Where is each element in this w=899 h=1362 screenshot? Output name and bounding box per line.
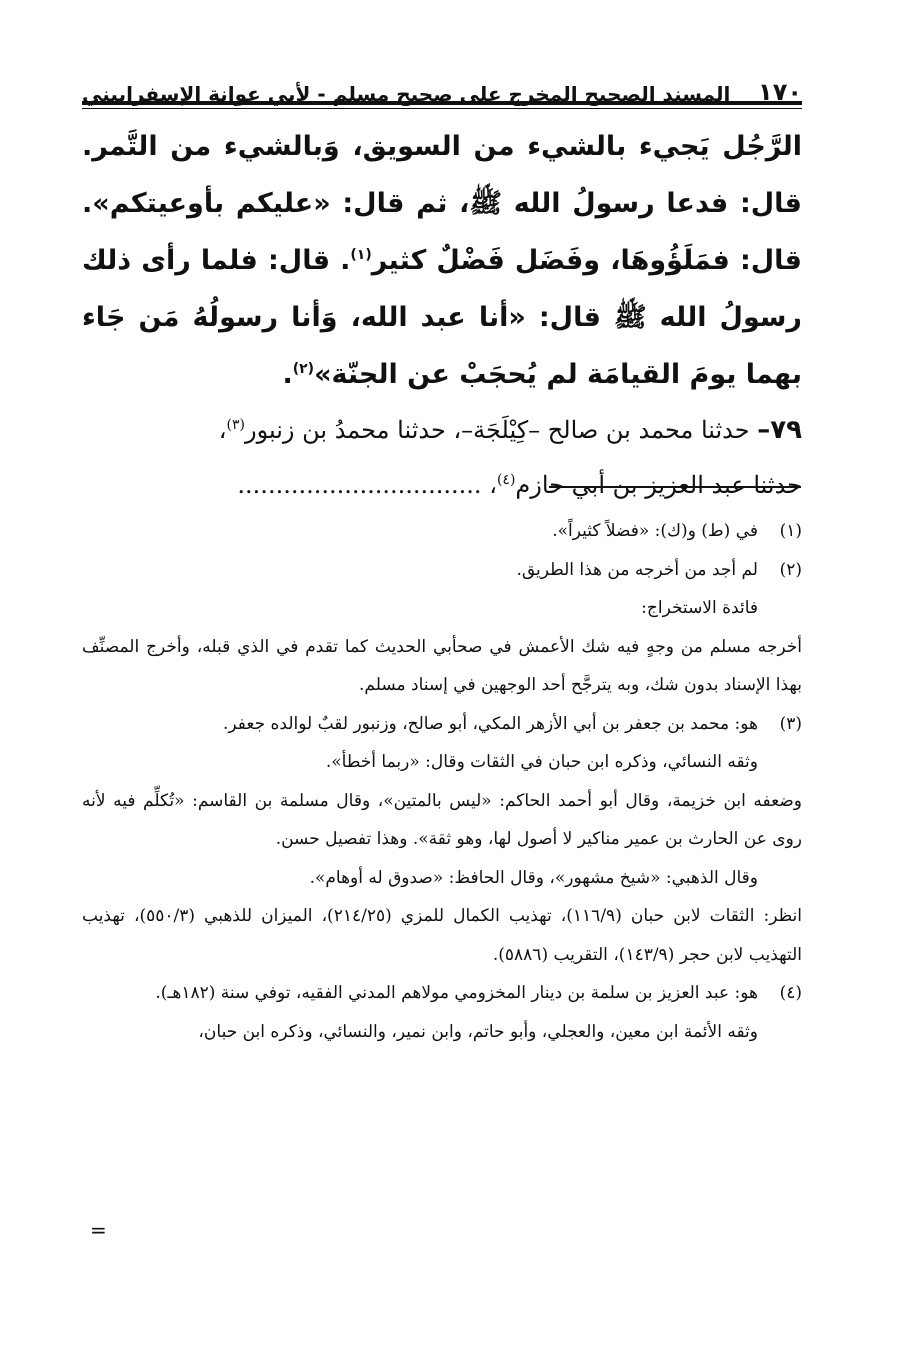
footnote-ref[interactable]: (٤) xyxy=(496,472,516,488)
footnote-line: وثقه النسائي، وذكره ابن حبان في الثقات وقال: «ربما أخطأ». xyxy=(325,752,758,772)
page-number: ١٧٠ xyxy=(758,78,802,106)
footnote-ref[interactable]: (٢) xyxy=(292,361,315,377)
text-line: أخرجه مسلم من وجهٍ فيه شك الأعمش في صحأبي الحديث كما تقدم في الذي قبله، xyxy=(196,636,803,657)
footnote-text: لم أجد من أخرجه من هذا الطريق. xyxy=(516,559,758,580)
footnote-text: هو: عبد العزيز بن سلمة بن دينار المخزومي مولاهم المدني الفقيه، توفي سنة (١٨٢هـ). xyxy=(155,983,758,1003)
text-line: حدثنا عبد العزيز بن أبي حازم xyxy=(515,471,802,499)
footnote-mark: (٢) xyxy=(779,559,802,580)
hadith-number: ٧٩– xyxy=(757,415,802,445)
hadith-79 xyxy=(82,403,802,513)
footnote-separator xyxy=(549,486,801,488)
footnote-mark: (١) xyxy=(779,521,802,541)
ellipsis-dots: ................................ xyxy=(237,471,482,499)
book-title: المسند الصحيح المخرج على صحيح مسلم - لأبي عوانة الإسفراييني xyxy=(82,82,731,106)
footnote-2 xyxy=(82,551,802,590)
text-line: الرَّجُل يَجيء بالشيء من السويق، وَبالشيء من التَّمر. قال: فدعا xyxy=(82,131,802,219)
footnote-text: في (ط) و(ك): «فضلاً كثيراً». xyxy=(552,521,758,541)
footnote-3 xyxy=(82,705,802,744)
footnote-line: وثقه الأئمة ابن معين، والعجلي، وأبو حاتم، وابن نمير، والنسائي، وذكره ابن حبان، xyxy=(198,1021,758,1042)
footnote-paragraph xyxy=(82,628,802,705)
footnotes xyxy=(82,512,802,1051)
text-line: . xyxy=(282,359,293,390)
header-rule xyxy=(82,101,802,105)
footnote-1 xyxy=(82,512,802,551)
text-line: وأخرج المصنِّف بهذا الإسناد بدون شك، وبه يترجَّح أحد الوجهين في إسناد مسلم. xyxy=(82,636,802,695)
hadith-text-bold xyxy=(82,118,802,403)
footnote-heading: فائدة الاستخراج: xyxy=(641,598,758,618)
footnote-paragraph: انظر: الثقات لابن حبان (١١٦/٩)، تهذيب الكمال للمزي (٢١٤/٢٥)، الميزان للذهبي (٥٥٠/٣)، تهذيب التهذيب لابن حجر (١٤٣/٩)، التقريب (٥٨٨٦). xyxy=(82,906,802,965)
footnote-4 xyxy=(82,974,802,1013)
footnote-text: هو: محمد بن جعفر بن أبي الأزهر المكي، أبو صالح، وزنبور لقبٌ لوالده جعفر. xyxy=(223,713,758,734)
footnote-mark: (٣) xyxy=(779,713,802,734)
text-line: ، xyxy=(489,471,497,499)
footnote-mark: (٤) xyxy=(779,983,802,1003)
footnote-line: وقال الذهبي: «شيخ مشهور»، وقال الحافظ: «صدوق له أوهام». xyxy=(309,867,758,888)
text-line: ، xyxy=(218,416,227,444)
text-line: . قال: فلما رأى ذلك رسولُ الله ﷺ قال: «أنا عبد الله، xyxy=(82,245,802,333)
footnote-ref[interactable]: (٣) xyxy=(226,417,245,433)
text-line: وَأنا رسولُهُ مَن جَاء بهما يومَ القيامَة لم يُحجَبْ عن الجنّة» xyxy=(82,302,802,390)
text-line: رسولُ الله ﷺ، ثم قال: «عليكم بأوعيتكم». قال: فمَلَؤُوهَا، وفَضَل xyxy=(82,188,802,276)
continuation-mark: = xyxy=(90,1218,107,1242)
text-line: حدثنا محمد بن صالح –كِيْلَجَة–، حدثنا محمدُ بن زنبور xyxy=(244,416,750,444)
main-text xyxy=(82,118,802,513)
footnote-ref[interactable]: (١) xyxy=(350,247,372,263)
text-line: فَضْلٌ كثير xyxy=(371,245,505,276)
footnote-paragraph: وضعفه ابن خزيمة، وقال أبو أحمد الحاكم: «ليس بالمتين»، وقال مسلمة بن القاسم: «تُكلِّم فيه لأنه روى عن الحارث بن عمير مناكير لا أصول لها، وهو ثقة». وهذا تفصيل حسن. xyxy=(82,790,802,849)
header-rule-thin xyxy=(82,108,802,109)
